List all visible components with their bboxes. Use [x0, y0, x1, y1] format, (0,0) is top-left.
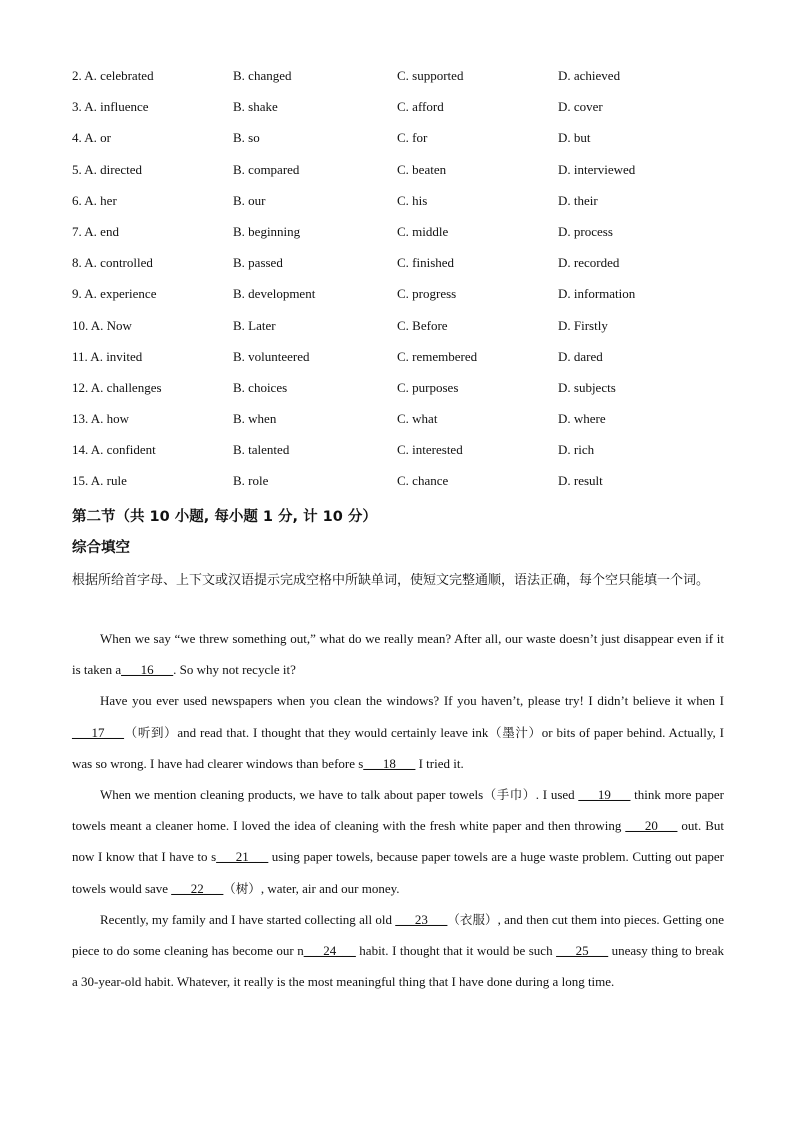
- option-a: 5. A. directed: [72, 161, 143, 177]
- multiple-choice-list: [72, 66, 732, 503]
- question-row: [72, 160, 732, 191]
- section-title: 第二节（共 10 小题, 每小题 1 分, 计 10 分）: [72, 509, 377, 525]
- passage-text: . I used: [535, 787, 579, 803]
- option-b: B. Later: [233, 317, 276, 333]
- hint-towel: （手巾）: [483, 787, 536, 803]
- option-a: 7. A. end: [72, 223, 119, 239]
- option-c: C. progress: [397, 286, 457, 302]
- option-a: 10. A. Now: [72, 317, 132, 333]
- option-a: 12. A. challenges: [72, 379, 162, 395]
- hint-17: （听到）: [124, 724, 178, 740]
- section-instructions: 根据所给首字母、上下文或汉语提示完成空格中所缺单词，使短文完整通顺，语法正确，每个空只能填一个词。: [72, 573, 710, 588]
- option-a: 11. A. invited: [72, 348, 143, 364]
- blank-25: ___25___: [556, 943, 609, 959]
- option-b: B. when: [233, 411, 277, 427]
- question-row: [72, 66, 732, 97]
- passage-text: Have you ever used newspapers when you clean the windows? If you haven’t, please try! I didn’t believe it when I: [100, 693, 724, 709]
- blank-23: ___23___: [395, 911, 448, 927]
- passage-text: , water, air and our money.: [260, 880, 400, 896]
- option-c: C. what: [397, 411, 438, 427]
- option-c: C. afford: [397, 99, 444, 115]
- option-b: B. choices: [233, 379, 288, 395]
- option-c: C. purposes: [397, 379, 459, 395]
- question-row: [72, 316, 732, 347]
- question-row: [72, 253, 732, 284]
- option-a: 2. A. celebrated: [72, 68, 154, 83]
- option-c: C. supported: [397, 68, 464, 83]
- hint-22: （树）: [223, 880, 261, 896]
- option-b: B. volunteered: [233, 348, 310, 364]
- option-a: 8. A. controlled: [72, 255, 153, 271]
- hint-ink: （墨汁）: [488, 724, 542, 740]
- blank-16: ___16___: [121, 662, 174, 678]
- question-row: [72, 409, 732, 440]
- paragraph-2: [72, 685, 724, 779]
- option-b: B. compared: [233, 161, 300, 177]
- blank-21: ___21___: [216, 849, 269, 865]
- option-d: D. their: [558, 192, 598, 208]
- option-c: C. his: [397, 192, 428, 208]
- option-a: 6. A. her: [72, 192, 117, 208]
- option-d: D. where: [558, 411, 606, 427]
- section-subtitle: 综合填空: [72, 540, 130, 556]
- option-b: B. so: [233, 130, 260, 146]
- blank-20: ___20___: [625, 818, 678, 834]
- option-a: 13. A. how: [72, 411, 130, 427]
- blank-24: ___24___: [303, 943, 356, 959]
- blank-22: ___22___: [171, 880, 224, 896]
- option-d: D. achieved: [558, 68, 621, 83]
- passage-text: . So why not recycle it?: [173, 662, 296, 678]
- option-a: 4. A. or: [72, 130, 111, 146]
- option-c: C. remembered: [397, 348, 478, 364]
- option-b: B. changed: [233, 68, 292, 83]
- option-d: D. but: [558, 130, 591, 146]
- question-row: [72, 347, 732, 378]
- paragraph-3: [72, 779, 724, 904]
- option-d: D. process: [558, 223, 613, 239]
- question-row: [72, 97, 732, 128]
- cloze-passage: [72, 623, 724, 997]
- passage-text: When we mention cleaning products, we have to talk about paper towels: [100, 787, 484, 803]
- option-d: D. recorded: [558, 255, 620, 271]
- paragraph-4: [72, 904, 724, 998]
- passage-text: Recently, my family and I have started collecting all old: [100, 911, 396, 927]
- option-a: 3. A. influence: [72, 99, 149, 115]
- option-c: C. interested: [397, 442, 463, 458]
- option-a: 15. A. rule: [72, 473, 127, 489]
- question-row: [72, 440, 732, 471]
- option-d: D. rich: [558, 442, 595, 458]
- passage-text: out. But now I know that I have to s: [72, 818, 724, 865]
- option-c: C. for: [397, 130, 428, 146]
- blank-18: ___18___: [363, 755, 416, 771]
- passage-text: habit. I thought that it would be such: [355, 943, 557, 959]
- question-row: [72, 128, 732, 159]
- blank-19: ___19___: [578, 787, 631, 803]
- option-c: C. chance: [397, 473, 449, 489]
- option-d: D. cover: [558, 99, 603, 115]
- question-row: [72, 471, 732, 502]
- option-d: D. interviewed: [558, 161, 636, 177]
- option-a: 9. A. experience: [72, 286, 157, 302]
- passage-text: uneasy thing to break a 30-year-old habit. Whatever, it really is the most meaningful thing that I have done during a long time.: [72, 943, 725, 990]
- passage-text: , and then cut them into pieces. Getting one piece to do some cleaning has become our n: [72, 911, 724, 959]
- option-b: B. our: [233, 192, 266, 208]
- option-d: D. subjects: [558, 379, 616, 395]
- question-row: [72, 191, 732, 222]
- passage-text: or bits of paper behind. Actually, I was so wrong. I have had clearer windows than before s: [72, 724, 724, 771]
- question-row: [72, 378, 732, 409]
- option-b: B. development: [233, 286, 316, 302]
- passage-text: think more paper towels meant a cleaner home. I loved the idea of cleaning with the fresh white paper and then throwing: [72, 787, 724, 834]
- option-d: D. dared: [558, 348, 603, 364]
- option-b: B. role: [233, 473, 269, 489]
- question-row: [72, 284, 732, 315]
- hint-23: （衣服）: [447, 911, 498, 927]
- option-c: C. middle: [397, 223, 449, 239]
- passage-text: When we say “we threw something out,” what do we really mean? After all, our waste doesn’t just disappear even if it is taken a: [72, 631, 724, 678]
- option-c: C. beaten: [397, 161, 447, 177]
- option-b: B. beginning: [233, 223, 301, 239]
- question-row: [72, 222, 732, 253]
- option-a: 14. A. confident: [72, 442, 156, 458]
- option-b: B. passed: [233, 255, 283, 271]
- passage-text: and read that. I thought that they would certainly leave ink: [177, 724, 489, 740]
- option-b: B. talented: [233, 442, 290, 458]
- option-b: B. shake: [233, 99, 278, 115]
- blank-17: ___17___: [72, 724, 124, 740]
- passage-text: I tried it.: [415, 755, 464, 771]
- passage-text: using paper towels, because paper towels are a huge waste problem. Cutting out paper towels would save: [72, 849, 725, 896]
- option-c: C. Before: [397, 317, 448, 333]
- option-d: D. result: [558, 473, 603, 489]
- option-d: D. information: [558, 286, 636, 302]
- option-d: D. Firstly: [558, 317, 608, 333]
- paragraph-1: [72, 623, 724, 685]
- option-c: C. finished: [397, 255, 455, 271]
